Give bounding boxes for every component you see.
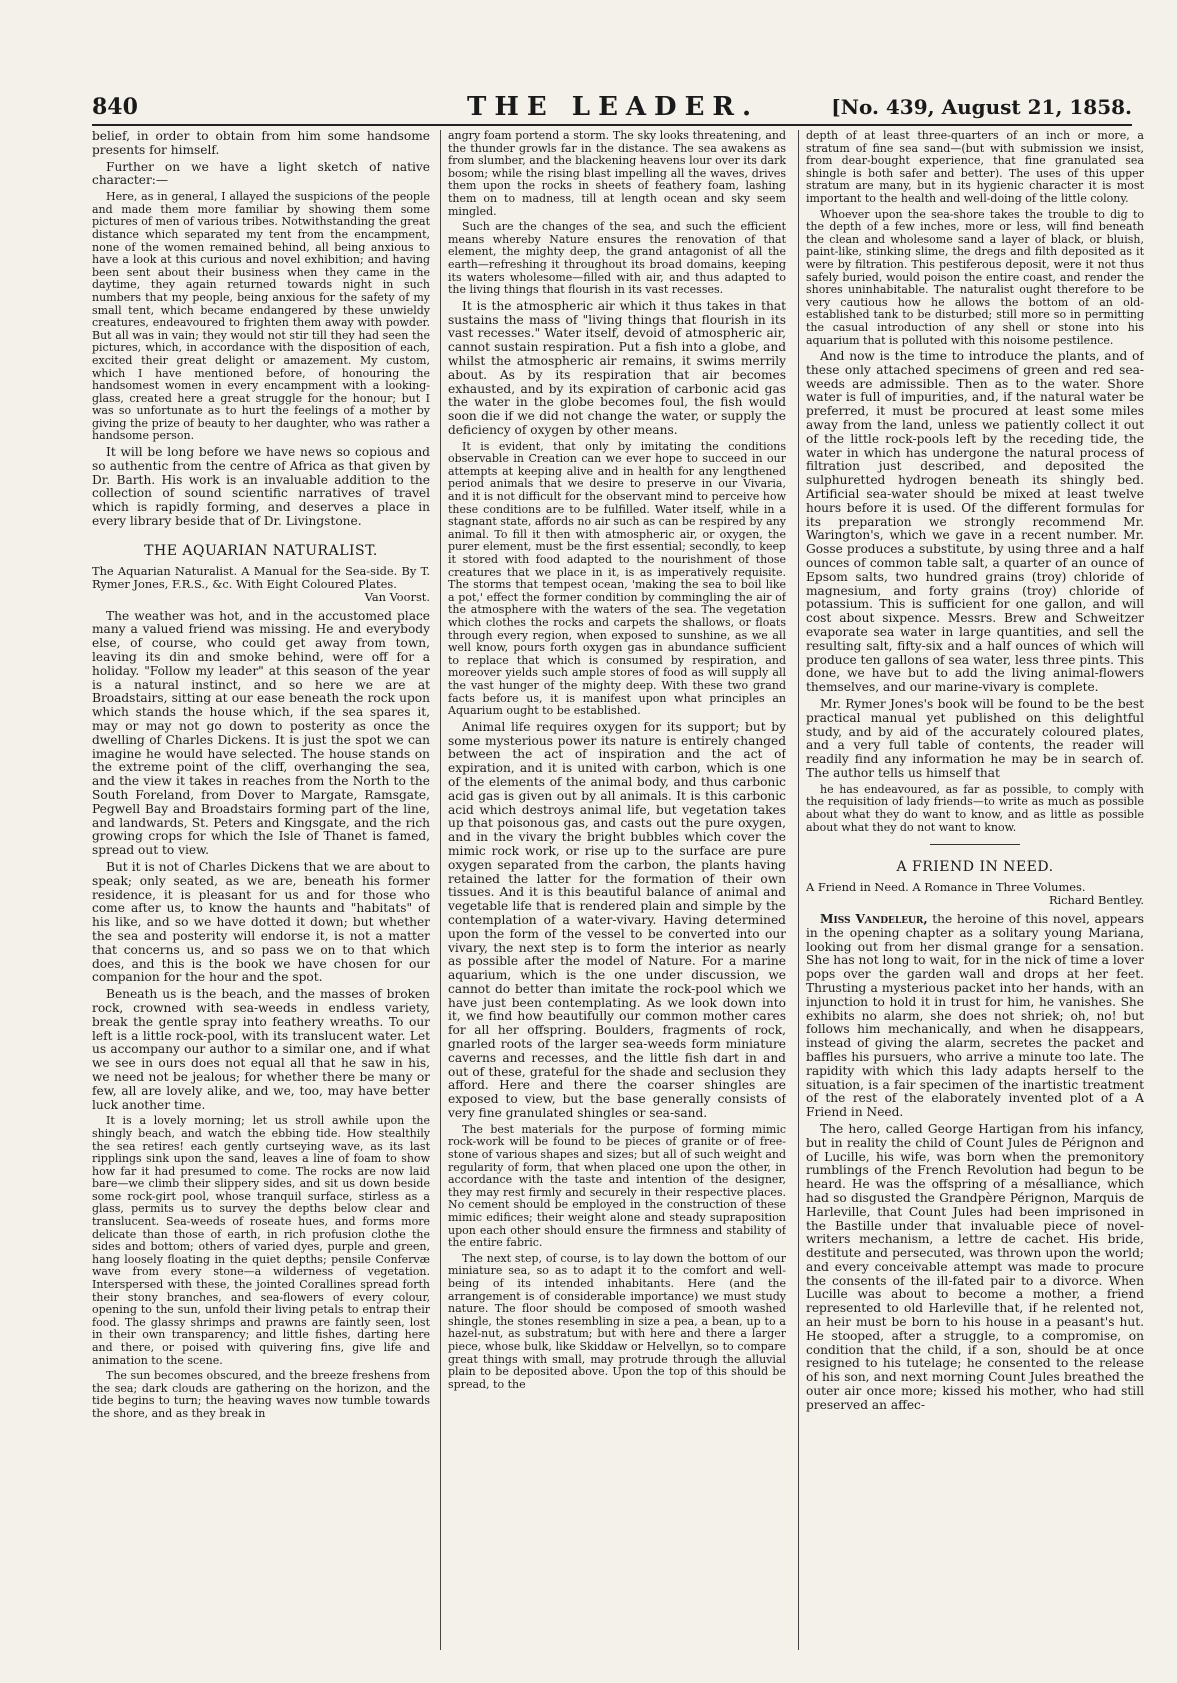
- paragraph: But it is not of Charles Dickens that we are about to speak; only seated, as we are, beneath his former residence, it is pleasant for us and for those who come after us, to know the haunts and "habitats" of his like, and so we have dotted it down; but whether the sea and posterity will endorse it, is not a matter that concerns us, and so pass we on to that which does, and this is the book we have chosen for our companion for the hour and the spot.: [92, 859, 430, 985]
- quote-paragraph: Whoever upon the sea-shore takes the trouble to dig to the depth of a few inches, more or less, will find beneath the clean and wholesome sand a layer of black, or bluish, paint-like, stinking slime, the dregs and filth deposited as it were by filtration. This pestiferous deposit, were it not thus safely buried, would poison the entire coast, and render the shores uninhabitable. The naturalist ought therefore to be very cautious how he allows the bottom of an old-established tank to be disturbed; still more so in permitting the casual introduction of any shell or stone into his aquarium that is polluted with this noisome pestilence.: [806, 207, 1144, 347]
- paragraph-text: the heroine of this novel, appears in the opening chapter as a solitary young Mariana, looking out from her dismal grange for a sensation. She has not long to wait, for in the nick of time a lover pops over the garden wall and drops at her feet. Thrusting a mysterious packet into her hands, with an injunction to hold it in trust for him, he vanishes. She exhibits no alarm, she does not shriek; oh, no! but follows him mechanically, and when he disappears, instead of giving the alarm, secretes the packet and baffles his pursuers, who arrive a minute too late. The rapidity with which this lady adapts herself to the situation, is a fair specimen of the inartistic treatment of the rest of the elaborately invented plot of a A Friend in Need.: [806, 911, 1144, 1120]
- column-3: [806, 130, 1144, 1650]
- paragraph: Beneath us is the beach, and the masses of broken rock, crowned with sea-weeds in endless variety, break the gentle spray into feathery wreaths. To our left is a little rock-pool, with its translucent water. Let us accompany our author to a similar one, and if what we see in ours does not equal all that he saw in his, we need not be jealous; for whether there be many or few, all are lovely alike, and we, too, may have better luck another time.: [92, 987, 430, 1112]
- quote-paragraph: The sun becomes obscured, and the breeze freshens from the sea; dark clouds are gathering on the horizon, and the tide begins to turn; the heaving waves now tumble towards the shore, and as they break in: [92, 1369, 430, 1420]
- review-citation: [806, 881, 1144, 907]
- paragraph: The hero, called George Hartigan from his infancy, but in reality the child of Count Jules de Pérignon and of Lucille, his wife, was born when the premonitory rumblings of the French Revolution had begun to be heard. He was the offspring of a mésalliance, which had so disgusted the Grandpère Pérignon, Marquis de Harleville, that Count Jules had been imprisoned in the Bastille under that invaluable piece of novel-writers mechanism, a lettre de cachet. His bride, destitute and persecuted, was thrown upon the world; and every conceivable attempt was made to procure the consents of the ill-fated pair to a divorce. When Lucille was about to become a mother, a friend represented to old Harleville that, if he relented not, an heir must be born to his house in a peasant's hut. He stooped, after a struggle, to a compromise, on condition that the child, if a son, should be at once resigned to his tutelage; he consented to the release of his son, and next morning Count Jules breathed the outer air once more; kissed his mother, who had still preserved an affec-: [806, 1121, 1144, 1412]
- column-1: [92, 130, 430, 1650]
- review-title: A Friend in Need. A Romance in Three Volumes.: [806, 879, 1086, 894]
- section-title-aquarian: THE AQUARIAN NATURALIST.: [144, 542, 378, 559]
- publisher: Richard Bentley.: [1048, 892, 1144, 907]
- paragraph: [806, 913, 1144, 1120]
- column-2: [448, 130, 786, 1650]
- paragraph: Mr. Rymer Jones's book will be found to be the best practical manual yet published on this delightful study, and by aid of the accurately coloured plates, and a very full table of contents, the reader will readily find any information he may be in search of. The author tells us himself that: [806, 697, 1144, 780]
- paragraph: The weather was hot, and in the accustomed place many a valued friend was missing. He and everybody else, of course, who could get away from town, leaving its din and smoke behind, were off for a holiday. "Follow my leader" at this season of the year is a natural instinct, and so here we are at Broadstairs, sitting at our ease beneath the rock upon which stands the house which, if the sea spares it, may or may not go down to posterity as once the dwelling of Charles Dickens. It is just the spot we can imagine he would have selected. The house stands on the extreme point of the cliff, overhanging the sea, and the view it takes in reaches from the North to the South Foreland, from Dover to Margate, Ramsgate, Pegwell Bay and Broadstairs forming part of the line, and landwards, St. Peters and Kingsgate, and the rich growing crops for which the Isle of Thanet is famed, spread out to view.: [92, 608, 430, 858]
- issue-info: [No. 439, August 21, 1858.: [831, 95, 1132, 119]
- column-rule-1: [440, 130, 441, 1650]
- quote-paragraph: angry foam portend a storm. The sky looks threatening, and the thunder growls far in the distance. The sea awakens as from slumber, and the blackening heavens lour over its dark bosom; while the rising blast impelling all the waves, drives them upon the rocks in sheets of feathery foam, lashing them on to madness, till at length ocean and sky seem mingled.: [448, 130, 786, 218]
- lead-name: Miss Vandeleur,: [820, 911, 928, 926]
- page-header: [92, 92, 1132, 126]
- quote-paragraph: depth of at least three-quarters of an inch or more, a stratum of fine sea sand—(but with submission we insist, from dear-bought experience, that fine granulated sea shingle is both safer and better). The uses of this upper stratum are many, but in its hygienic character it is most important to the health and well-doing of the little colony.: [806, 130, 1144, 205]
- quote-paragraph: Here, as in general, I allayed the suspicions of the people and made them more familiar by showing them some pictures of men of various tribes. Notwithstanding the great distance which separated my tent from the encampment, none of the women remained behind, all being anxious to have a look at this curious and novel exhibition; and having been sent about their business when they came in the daytime, they again returned towards night in such numbers that my people, being anxious for the safety of my small tent, which became endangered by these unwieldy creatures, endeavoured to frighten them away with powder. But all was in vain; they would not stir till they had seen the pictures, which, in accordance with the disposition of each, excited their great delight or amazement. My custom, which I have mentioned before, of honouring the handsomest women in every encampment with a looking-glass, created here a great struggle for the honour; but I was so unfortunate as to hurt the feelings of a mother by giving the prize of beauty to her daughter, who was rather a handsome person.: [92, 190, 430, 443]
- review-citation: [92, 565, 430, 604]
- quote-paragraph: Such are the changes of the sea, and such the efficient means whereby Nature ensures the renovation of that element, the mighty deep, the grand antagonist of all the earth—refreshing it throughout its broad domains, keeping its waters wholesome—filled with air, and thus adapted to the living things that flourish in its vast recesses.: [448, 220, 786, 297]
- paragraph: It will be long before we have news so copious and so authentic from the centre of Africa as that given by Dr. Barth. His work is an invaluable addition to the collection of sound scientific narratives of travel which is rapidly forming, and deserves a place in every library beside that of Dr. Livingstone.: [92, 445, 430, 529]
- quote-paragraph: It is evident, that only by imitating the conditions observable in Creation can we ever hope to succeed in our attempts at keeping alive and in health for any lengthened period animals that we desire to preserve in our Vivaria, and it is not difficult for the observant mind to perceive how these conditions are to be fulfilled. Water itself, while in a stagnant state, affords no air such as can be respired by any animal. To fill it then with atmospheric air, or oxygen, the purer element, must be the first essential; secondly, to keep it stored with food adapted to the nourishment of those creatures that we place in it, is as imperatively requisite. The storms that tempest ocean, 'making the sea to boil like a pot,' effect the former condition by commingling the air of the atmosphere with the waters of the sea. The vegetation which clothes the rocks and carpets the shallows, or floats through every region, when exposed to sunshine, as we all well know, pours forth oxygen gas in abundance sufficient to replace that which is consumed by respiration, and moreover yields such ample stores of food as will supply all the vast hunger of the mighty deep. With these two grand facts before us, it is manifest upon what principles an Aquarium ought to be established.: [448, 439, 786, 718]
- section-title-friend: A FRIEND IN NEED.: [896, 859, 1054, 876]
- column-rule-2: [798, 130, 799, 1650]
- quote-paragraph: he has endeavoured, as far as possible, to comply with the requisition of lady friends—to write as much as possible about what they do want to know, and as little as possible about what they do not want to know.: [806, 782, 1144, 834]
- paragraph: Further on we have a light sketch of native character:—: [92, 159, 430, 188]
- paragraph: It is the atmospheric air which it thus takes in that sustains the mass of "living things that flourish in its vast recesses." Water itself, devoid of atmospheric air, cannot sustain respiration. Put a fish into a globe, and whilst the atmospheric air remains, it swims merrily about. As by its respiration that air becomes exhausted, and by its expiration of carbonic acid gas the water in the globe becomes foul, the fish would soon die if we did not change the water, or supply the deficiency of oxygen by other means.: [448, 298, 786, 437]
- paragraph: belief, in order to obtain from him some handsome presents for himself.: [92, 130, 430, 157]
- masthead: THE LEADER.: [467, 92, 760, 122]
- quote-paragraph: It is a lovely morning; let us stroll awhile upon the shingly beach, and watch the ebbing tide. How stealthily the sea retires! each gently curtseying wave, as its last ripplings sink upon the sand, leaves a line of foam to show how far it had presumed to come. The rocks are now laid bare—we climb their slippery sides, and sit us down beside some rock-girt pool, whose tranquil surface, stirless as a glass, permits us to survey the depths below clear and translucent. Sea-weeds of roseate hues, and forms more delicate than those of earth, in rich profusion clothe the sides and bottom; others of varied dyes, purple and green, hang loosely floating in the quiet depths; pensile Confervæ wave from every stone—a wilderness of vegetation. Interspersed with these, the jointed Corallines spread forth their stony branches, and sea-flowers of every colour, opening to the sun, unfold their living petals to entrap their food. The glassy shrimps and prawns are faintly seen, lost in their own transparency; and little fishes, darting here and there, or poised with quivering fins, give life and animation to the scene.: [92, 1114, 430, 1367]
- review-title: The Aquarian Naturalist. A Manual for the Sea-side. By T. Rymer Jones, F.R.S., &c. With Eight Coloured Plates.: [92, 563, 430, 591]
- quote-paragraph: The next step, of course, is to lay down the bottom of our miniature sea, so as to adapt it to the comfort and well-being of its intended inhabitants. Here (and the arrangement is of considerable importance) we must study nature. The floor should be composed of smooth washed shingle, the stones resembling in size a pea, a bean, up to a hazel-nut, as substratum; but with here and there a larger piece, whose bulk, like Skiddaw or Helvellyn, so to compare great things with small, may protrude through the alluvial plain to be deposited above. Upon the top of this should be spread, to the: [448, 1251, 786, 1391]
- section-divider: [930, 844, 1020, 845]
- publisher: Van Voorst.: [364, 589, 430, 604]
- page-number: 840: [92, 94, 138, 120]
- paragraph: Animal life requires oxygen for its support; but by some mysterious power its nature is entirely changed between the act of inspiration and the act of expiration, and it is united with carbon, which is one of the elements of the animal body, and thus carbonic acid gas is given out by all animals. It is this carbonic acid which destroys animal life, but vegetation takes up that poisonous gas, and casts out the pure oxygen, and in the vivary the bright bubbles which cover the mimic rock work, or rise up to the surface are pure oxygen separated from the carbon, the plants having retained the latter for the formation of their own tissues. And it is this beautiful balance of animal and vegetable life that is rendered plain and simple by the contemplation of a water-vivary. Having determined upon the form of the vessel to be converted into our vivary, the next step is to form the interior as nearly as possible after the model of Nature. For a marine aquarium, which is the one under discussion, we cannot do better than imitate the rock-pool which we have just been contemplating. As we look down into it, we find how beautifully our common mother cares for all her offspring. Boulders, fragments of rock, gnarled roots of the larger sea-weeds form miniature caverns and recesses, and the little fish dart in and out of these, grateful for the shade and seclusion they afford. Here and there the coarser shingles are exposed to view, but the base generally consists of very fine granulated shingles or sea-sand.: [448, 719, 786, 1121]
- quote-paragraph: The best materials for the purpose of forming mimic rock-work will be found to be pieces of granite or of free-stone of various shapes and sizes; but all of such weight and regularity of form, that when placed one upon the other, in accordance with the taste and intention of the designer, they may rest firmly and securely in their respective places. No cement should be employed in the construction of these mimic edifices; their weight alone and steady supraposition upon each other should ensure the firmness and stability of the entire fabric.: [448, 1122, 786, 1250]
- paragraph: And now is the time to introduce the plants, and of these only attached specimens of green and red sea-weeds are admissible. Then as to the water. Shore water is full of impurities, and, if the natural water be preferred, it must be procured at least some miles away from the land, unless we patiently collect it out of the little rock-pools left by the receding tide, the water in which has undergone the natural process of filtration just described, and deposited the sulphuretted hydrogen beneath its shingly bed. Artificial sea-water should be mixed at least twelve hours before it is used. Of the different formulas for its preparation we strongly recommend Mr. Warington's, which we gave in a recent number. Mr. Gosse produces a substitute, by using three and a half ounces of common table salt, a quarter of an ounce of Epsom salts, two hundred grains (troy) chloride of magnesium, and forty grains (troy) chloride of potassium. This is sufficient for one gallon, and will cost about sixpence. Messrs. Brew and Schweitzer evaporate sea water in large quantities, and sell the resulting salt, fifty-six and a half ounces of which will produce ten gallons of sea water, less three pints. This done, we have but to add the living animal-flowers themselves, and our marine-vivary is complete.: [806, 349, 1144, 695]
